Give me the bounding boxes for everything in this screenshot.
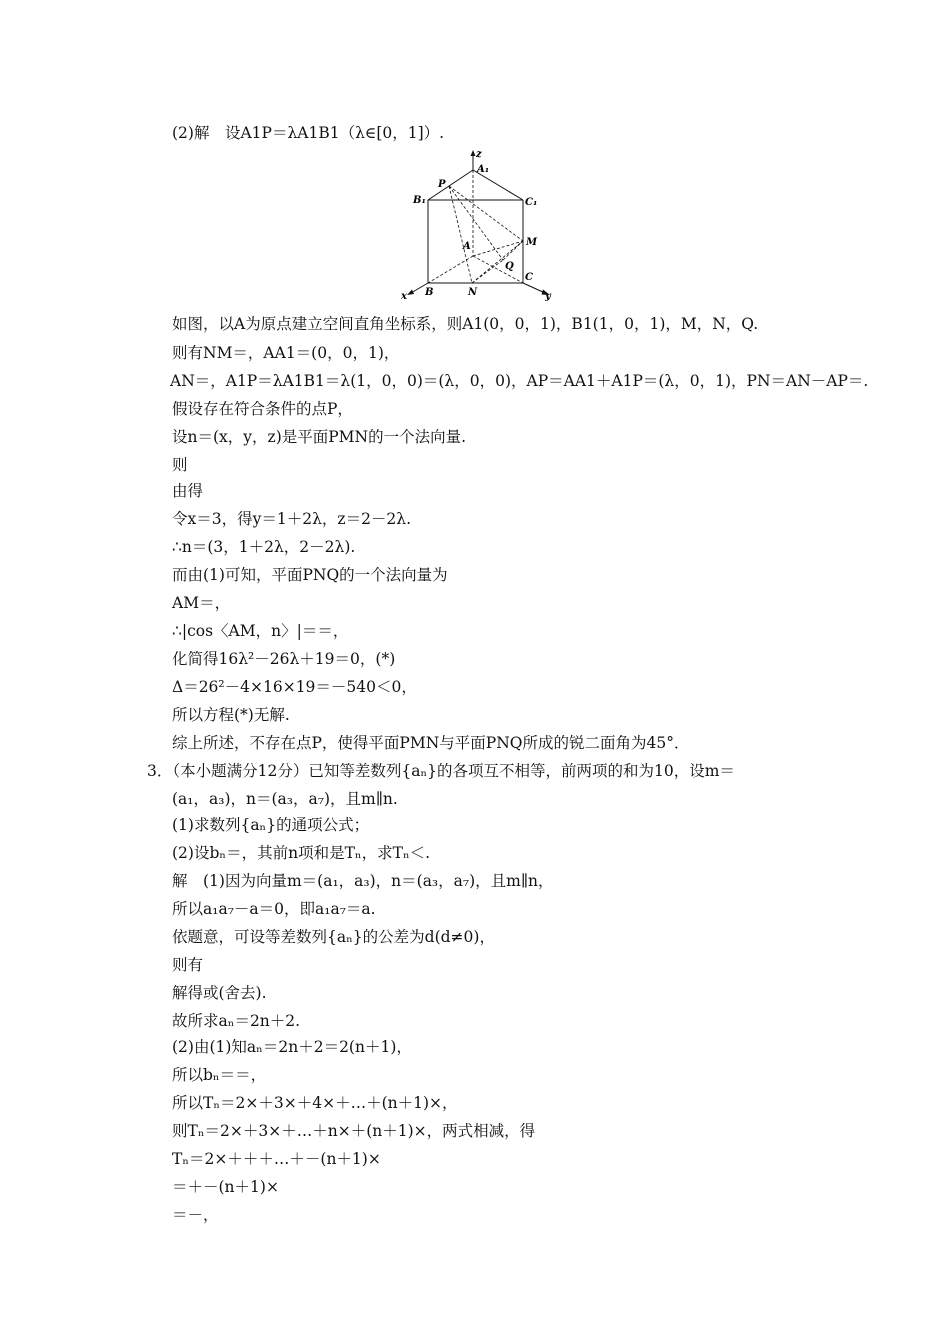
label-C: C <box>525 272 533 283</box>
problem-3-part-2: (2)设bₙ＝，其前n项和是Tₙ，求Tₙ＜. <box>172 844 431 862</box>
solution-line-g: 所以Tₙ＝2×＋3×＋4×＋…＋(n＋1)×， <box>172 1094 458 1112</box>
solution-line-c: 则有 <box>172 956 204 974</box>
line-2-solution-intro: (2)解 设A1P＝λA1B1（λ∈[0，1]）. <box>172 124 445 142</box>
label-z: z <box>476 149 482 160</box>
label-M: M <box>526 237 538 248</box>
line-vectors-1: 则有NM＝，AA1＝(0，0，1)， <box>172 344 400 362</box>
solution-line-e: 故所求aₙ＝2n＋2. <box>172 1012 301 1030</box>
label-C1: C₁ <box>525 197 538 208</box>
line-discriminant: Δ＝26²－4×16×19＝－540＜0， <box>172 678 417 696</box>
line-no-solution: 所以方程(*)无解. <box>172 706 290 724</box>
label-B: B <box>425 287 434 298</box>
solution-line-b: 依题意，可设等差数列{aₙ}的公差为d(d≠0)， <box>172 928 495 946</box>
problem-3-statement-cont: (a₁，a₃)，n＝(a₃，a₇)，且m∥n. <box>172 790 398 808</box>
line-normal-vector: 设n＝(x，y，z)是平面PMN的一个法向量. <box>172 428 467 446</box>
label-A1: A₁ <box>477 164 490 175</box>
line-conclusion: 综上所述，不存在点P，使得平面PMN与平面PNQ所成的锐二面角为45°． <box>172 734 690 752</box>
solution-line-a: 所以a₁a₇－a＝0，即a₁a₇＝a. <box>172 900 376 918</box>
line-vectors-2: AN＝，A1P＝λA1B1＝λ(1，0，0)＝(λ，0，0)，AP＝AA1＋A1P＝(λ，0，1)，PN＝AN－AP＝. <box>170 372 869 390</box>
label-N: N <box>468 287 478 298</box>
label-B1: B₁ <box>413 195 426 206</box>
line-n-result: ∴n＝(3，1＋2λ，2－2λ). <box>172 538 356 556</box>
prism-coordinate-figure <box>395 148 565 308</box>
label-P: P <box>438 179 446 190</box>
solution-line-k: ＝－， <box>172 1206 219 1224</box>
label-A: A <box>463 241 471 252</box>
label-y: y <box>545 291 551 302</box>
line-AM: AM＝， <box>172 594 231 612</box>
line-cos: ∴|cos〈AM，n〉|＝＝， <box>172 622 349 640</box>
solution-1-start: 解 (1)因为向量m＝(a₁，a₃)，n＝(a₃，a₇)，且m∥n， <box>172 872 554 890</box>
line-obtain: 由得 <box>172 482 204 500</box>
problem-3-statement: 3．（本小题满分12分）已知等差数列{aₙ}的各项互不相等，前两项的和为10，设m＝ <box>147 762 735 780</box>
problem-3-part-1: (1)求数列{aₙ}的通项公式； <box>172 816 370 834</box>
solution-line-f: 所以bₙ＝＝， <box>172 1066 267 1084</box>
line-coordinate-setup: 如图，以A为原点建立空间直角坐标系，则A1(0，0，1)，B1(1，0，1)，M，N，Q. <box>172 315 759 333</box>
solution-line-d: 解得或(舍去). <box>172 984 267 1002</box>
line-let-x: 令x＝3，得y＝1＋2λ，z＝2－2λ. <box>172 510 412 528</box>
line-simplify: 化简得16λ²－26λ＋19＝0，(*) <box>172 650 396 668</box>
solution-line-h: 则Tₙ＝2×＋3×＋…＋n×＋(n＋1)×，两式相减，得 <box>172 1122 536 1140</box>
line-from-1: 而由(1)可知，平面PNQ的一个法向量为 <box>172 566 448 584</box>
solution-2-start: (2)由(1)知aₙ＝2n＋2＝2(n＋1)， <box>172 1038 412 1056</box>
line-then: 则 <box>172 456 188 474</box>
solution-line-i: Tₙ＝2×＋＋＋…＋－(n＋1)× <box>172 1150 381 1168</box>
line-assume: 假设存在符合条件的点P， <box>172 400 353 418</box>
label-Q: Q <box>505 261 514 272</box>
label-x: x <box>401 291 407 302</box>
solution-line-j: ＝＋－(n＋1)× <box>172 1178 279 1196</box>
